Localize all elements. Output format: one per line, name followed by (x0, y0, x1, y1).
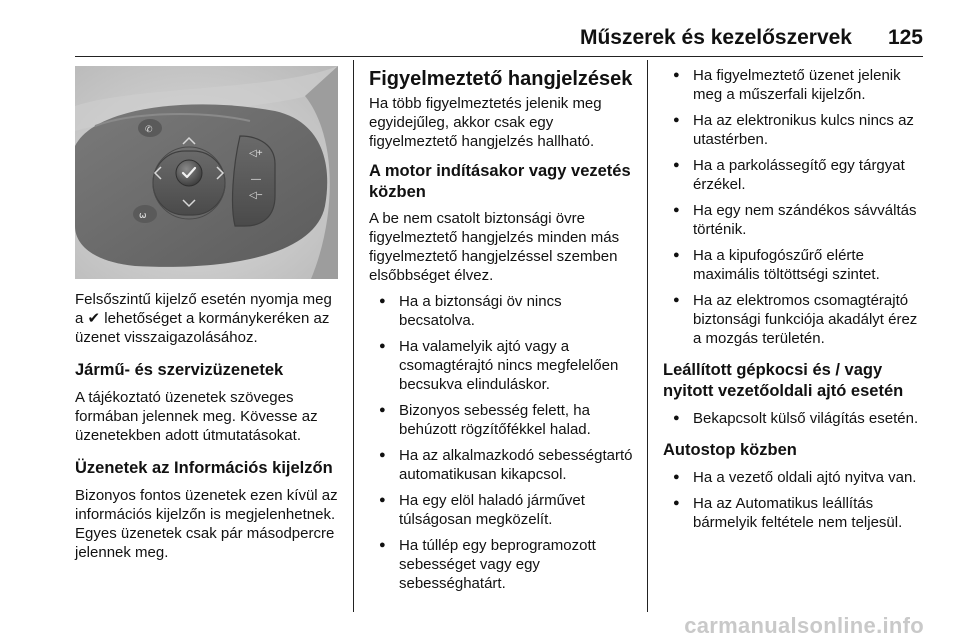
warning-list (369, 292, 637, 593)
list-item: ● Bekapcsolt külső világítás esetén. (663, 409, 928, 428)
list-item: ● Bizonyos sebesség felett, ha behúzott rögzítőfékkel halad. (369, 401, 637, 439)
header-rule (75, 56, 923, 57)
svg-text:◁−: ◁− (249, 190, 263, 201)
column-left (75, 290, 340, 562)
watermark: carmanualsonline.info (684, 613, 924, 638)
list-item: ● Ha a kipufogószűrő elérte maximális töltöttségi szintet. (663, 246, 928, 284)
heading-vehicle-messages: Jármű- és szervizüzenetek (75, 361, 284, 379)
parked-list (663, 409, 928, 428)
list-item: ● Ha az Automatikus leállítás bármelyik feltétele nem teljesül. (663, 494, 928, 532)
svg-text:✆: ✆ (145, 124, 153, 134)
column-divider (647, 60, 648, 612)
list-item: ● Ha túllép egy beprogramozott sebességet vagy egy sebességhatárt. (369, 536, 637, 593)
page-number: 125 (887, 26, 923, 49)
heading-info-display-messages: Üzenetek az Információs kijelzőn (75, 459, 333, 477)
heading-engine-start: A motor indításakor vagy vezetés közben (369, 162, 631, 201)
heading-parked-vehicle: Leállított gépkocsi és / vagy nyitott vezetőoldali ajtó esetén (663, 361, 904, 400)
list-item: ● Ha az elektronikus kulcs nincs az utastérben. (663, 111, 928, 149)
list-item: ● Ha az alkalmazkodó sebességtartó automatikusan kikapcsol. (369, 446, 637, 484)
list-item: ● Ha az elektromos csomagtérajtó biztonsági funkciója akadályt érez a mozgás területén. (663, 291, 928, 348)
intro-paragraph: Felsőszintű kijelző esetén nyomja meg a ✔ lehetőséget a kormánykeréken az üzenet visszaigazolásához. (75, 291, 332, 346)
list-item: ● Ha valamelyik ajtó vagy a csomagtérajtó nincs megfelelően becsukva elinduláskor. (369, 337, 637, 394)
column-divider (353, 60, 354, 612)
heading-autostop: Autostop közben (663, 441, 797, 459)
info-display-paragraph: Bizonyos fontos üzenetek ezen kívül az információs kijelzőn is megjelenhetnek. Egyes üzenetek csak pár másodpercre jelennek meg. (75, 487, 338, 561)
warning-list-continued (663, 66, 928, 348)
list-item: ● Ha a vezető oldali ajtó nyitva van. (663, 468, 928, 487)
list-item: ● Ha egy elöl haladó járművet túlságosan megközelít. (369, 491, 637, 529)
steering-wheel-illustration (75, 66, 338, 279)
list-item: ● Ha a parkolássegítő egy tárgyat érzékel. (663, 156, 928, 194)
svg-text:⍵: ⍵ (139, 210, 147, 220)
warning-chimes-paragraph: Ha több figyelmeztetés jelenik meg egyidejűleg, akkor csak egy figyelmeztető hangjelzés hallható. (369, 95, 602, 150)
autostop-list (663, 468, 928, 532)
column-middle (369, 66, 637, 593)
column-right (663, 66, 928, 532)
list-item: ● Ha egy nem szándékos sávváltás történik. (663, 201, 928, 239)
list-item: ● Ha figyelmeztető üzenet jelenik meg a műszerfali kijelzőn. (663, 66, 928, 104)
svg-text:—: — (251, 174, 261, 185)
header-title: Műszerek és kezelőszervek (579, 26, 852, 49)
svg-text:◁+: ◁+ (249, 148, 263, 159)
engine-start-paragraph: A be nem csatolt biztonsági övre figyelmeztető hangjelzés minden más figyelmeztető hangjelzéssel szemben elsőbbséget élvez. (369, 210, 620, 284)
vehicle-messages-paragraph: A tájékoztató üzenetek szöveges formában jelennek meg. Kövesse az üzenetekben adott útmutatásokat. (75, 389, 318, 444)
heading-warning-chimes: Figyelmeztető hangjelzések (369, 68, 633, 90)
list-item: ● Ha a biztonsági öv nincs becsatolva. (369, 292, 637, 330)
